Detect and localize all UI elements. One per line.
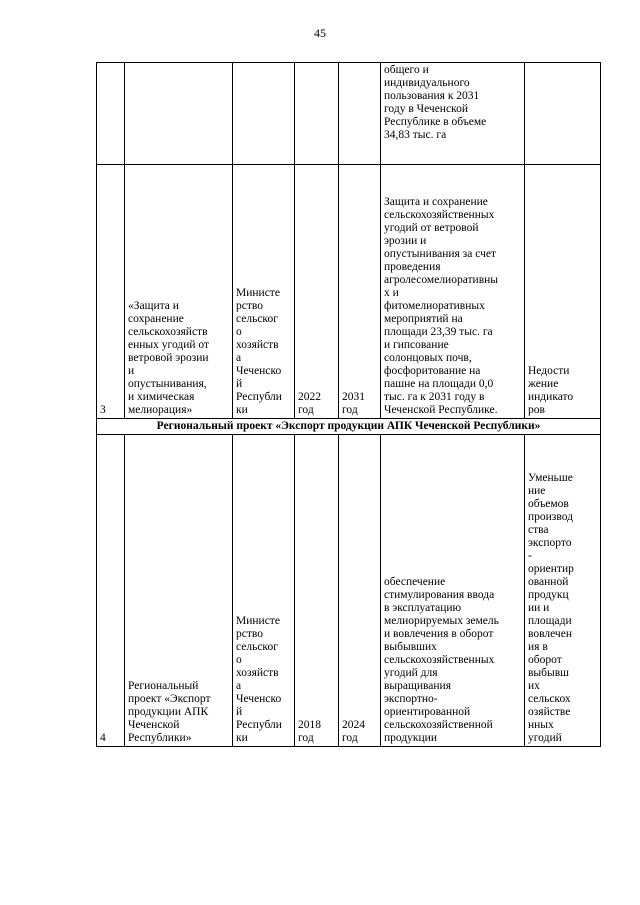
section-title: Региональный проект «Экспорт продукции АПК Чеченской Республики» (97, 419, 601, 435)
end-year-cell (339, 63, 381, 165)
result-cell: Защита и сохранение сельскохозяйственных угодий от ветровой эрозии и опустынивания за счет проведения агролесомелиоративны х и фитомелиоративных мероприятий на площади 23,39 тыс. га и гипсование солонцовых почв, фосфоритование на пашне на площади 0,0 тыс. га к 2031 году в Чеченской Республике. (381, 165, 525, 419)
executor-cell (233, 63, 295, 165)
start-year-cell: 2022 год (295, 165, 339, 419)
result-cell: общего и индивидуального пользования к 2031 году в Чеченской Республике в объеме 34,83 тыс. га (381, 63, 525, 165)
measure-name-cell: Региональный проект «Экспорт продукции АПК Чеченской Республики» (125, 435, 233, 747)
result-cell: обеспечение стимулирования ввода в эксплуатацию мелиорируемых земель и вовлечения в оборот выбывших сельскохозяйственных угодий для выращивания экспортно- ориентированной сельскохозяйственной продукции (381, 435, 525, 747)
executor-cell: Министе рство сельског о хозяйств а Чеченско й Республи ки (233, 435, 295, 747)
table-row (97, 435, 601, 747)
page-number: 45 (314, 26, 326, 40)
start-year-cell: 2018 год (295, 435, 339, 747)
row-number-cell: 4 (97, 435, 125, 747)
measure-name-cell (125, 63, 233, 165)
executor-cell: Министе рство сельског о хозяйств а Чеченско й Республи ки (233, 165, 295, 419)
end-year-cell: 2024 год (339, 435, 381, 747)
table-row (97, 63, 601, 165)
risk-cell: Уменьше ние объемов производ ства экспорто - ориентир ованной продукц ии и площади вовлечен ия в оборот выбывш их сельскох озяйстве нных угодий (525, 435, 601, 747)
section-header-row (97, 419, 601, 435)
measures-table (96, 62, 601, 747)
end-year-cell: 2031 год (339, 165, 381, 419)
risk-cell (525, 63, 601, 165)
start-year-cell (295, 63, 339, 165)
row-number-cell: 3 (97, 165, 125, 419)
measure-name-cell: «Защита и сохранение сельскохозяйств енных угодий от ветровой эрозии и опустынивания, и химическая мелиорация» (125, 165, 233, 419)
row-number-cell (97, 63, 125, 165)
risk-cell: Недости жение индикато ров (525, 165, 601, 419)
table-row (97, 165, 601, 419)
